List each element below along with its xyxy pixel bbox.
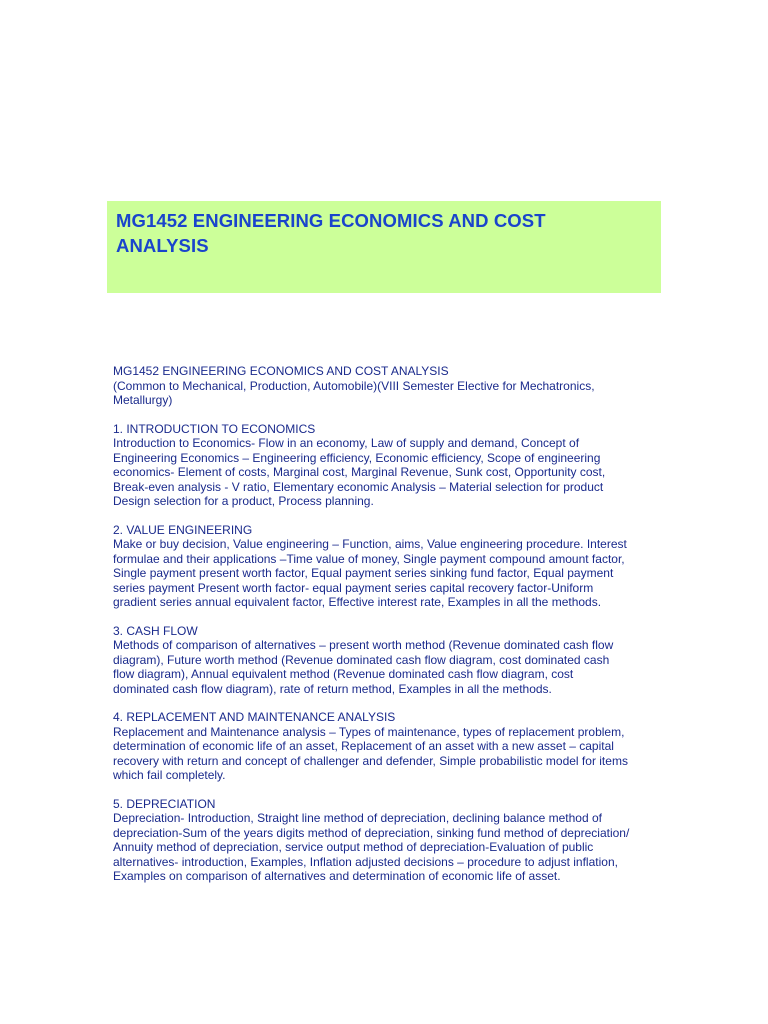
- unit-3-section: [113, 624, 658, 697]
- unit-heading: 5. DEPRECIATION: [113, 796, 216, 811]
- unit-line: depreciation-Sum of the years digits method of depreciation, sinking fund method of depreciation/: [113, 825, 630, 840]
- unit-line: Depreciation- Introduction, Straight line method of depreciation, declining balance method of: [113, 811, 602, 825]
- syllabus-content: [113, 364, 658, 884]
- title-banner: [107, 201, 661, 293]
- unit-line: diagram), Future worth method (Revenue dominated cash flow diagram, cost dominated cash: [113, 652, 610, 667]
- unit-line: economics- Element of costs, Marginal cost, Marginal Revenue, Sunk cost, Opportunity cost,: [113, 465, 606, 479]
- unit-line: alternatives- introduction, Examples, Inflation adjusted decisions – procedure to adjust inflation,: [113, 854, 618, 869]
- unit-line: which fail completely.: [113, 768, 226, 782]
- intro-line: Metallurgy): [113, 393, 173, 407]
- unit-line: flow diagram), Annual equivalent method (Revenue dominated cash flow diagram, cost: [113, 667, 574, 681]
- unit-heading: 2. VALUE ENGINEERING: [113, 522, 253, 537]
- unit-line: Introduction to Economics- Flow in an economy, Law of supply and demand, Concept of: [113, 436, 580, 450]
- unit-heading: 1. INTRODUCTION TO ECONOMICS: [113, 421, 316, 436]
- syllabus-intro: [113, 364, 658, 408]
- unit-line: gradient series annual equivalent factor, Effective interest rate, Examples in all the methods.: [113, 595, 602, 609]
- document-title: [116, 208, 652, 258]
- intro-line: (Common to Mechanical, Production, Automobile)(VIII Semester Elective for Mechatronics,: [113, 378, 595, 393]
- intro-line: MG1452 ENGINEERING ECONOMICS AND COST ANALYSIS: [113, 364, 449, 378]
- unit-2-section: [113, 523, 658, 610]
- unit-4-section: [113, 710, 658, 783]
- title-line: ANALYSIS: [116, 235, 209, 256]
- unit-line: Design selection for a product, Process planning.: [113, 494, 374, 508]
- unit-heading: 4. REPLACEMENT AND MAINTENANCE ANALYSIS: [113, 710, 396, 724]
- unit-line: dominated cash flow diagram), rate of return method, Examples in all the methods.: [113, 681, 552, 696]
- unit-line: determination of economic life of an asset, Replacement of an asset with a new asset – capital: [113, 739, 614, 753]
- unit-line: formulae and their applications –Time value of money, Single payment compound amount factor,: [113, 551, 625, 566]
- unit-line: series payment Present worth factor- equal payment series capital recovery factor-Uniform: [113, 580, 594, 595]
- unit-line: Engineering Economics – Engineering efficiency, Economic efficiency, Scope of engineering: [113, 450, 601, 465]
- unit-heading: 3. CASH FLOW: [113, 623, 198, 638]
- unit-line: Methods of comparison of alternatives – present worth method (Revenue dominated cash flow: [113, 638, 614, 652]
- unit-line: Replacement and Maintenance analysis – Types of maintenance, types of replacement problem,: [113, 724, 625, 739]
- unit-5-section: [113, 797, 658, 884]
- unit-line: Single payment present worth factor, Equal payment series sinking fund factor, Equal payment: [113, 566, 614, 580]
- unit-1-section: [113, 422, 658, 509]
- unit-line: Examples on comparison of alternatives and determination of economic life of asset.: [113, 869, 561, 883]
- unit-line: recovery with return and concept of challenger and defender, Simple probabilistic model for items: [113, 753, 628, 768]
- unit-line: Annuity method of depreciation, service output method of depreciation-Evaluation of public: [113, 840, 594, 854]
- title-line: MG1452 ENGINEERING ECONOMICS AND COST: [116, 210, 546, 231]
- unit-line: Break-even analysis - V ratio, Elementary economic Analysis – Material selection for product: [113, 479, 604, 494]
- unit-line: Make or buy decision, Value engineering – Function, aims, Value engineering procedure. Interest: [113, 537, 627, 551]
